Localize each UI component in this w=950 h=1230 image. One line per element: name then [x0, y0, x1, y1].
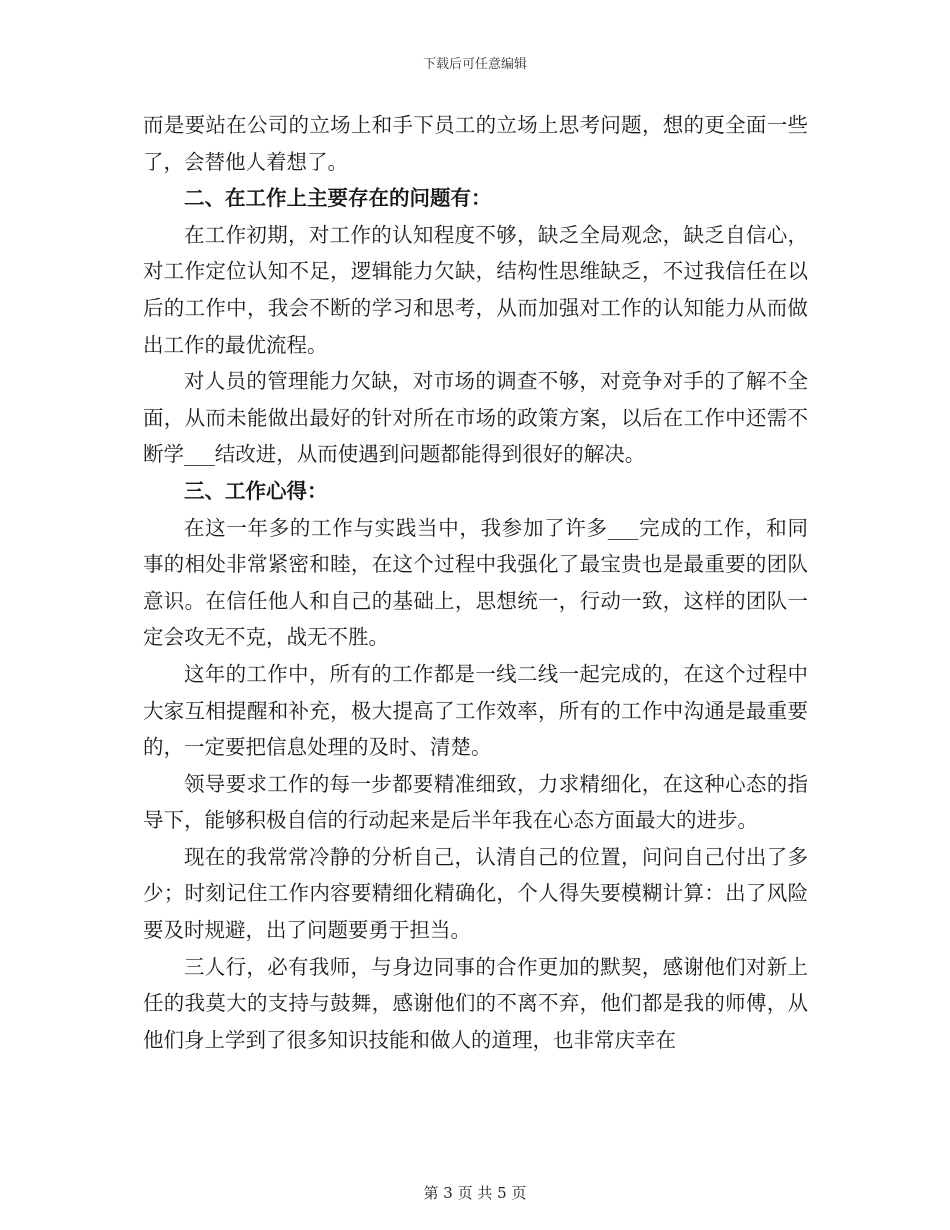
page-header: 下载后可任意编辑: [422, 57, 527, 72]
paragraph: 在这一年多的工作与实践当中，我参加了许多___完成的工作，和同事的相处非常紧密和睦，在这个过程中我强化了最宝贵也是最重要的团队意识。在信任他人和自己的基础上，思想统一，行动一致，这样的团队一定会攻无不克，战无不胜。: [143, 515, 808, 650]
document-body: [143, 107, 808, 1058]
paragraph: 在工作初期，对工作的认知程度不够，缺乏全局观念，缺乏自信心，对工作定位认知不足，逻辑能力欠缺，结构性思维缺乏，不过我信任在以后的工作中，我会不断的学习和思考，从而加强对工作的认知能力从而做出工作的最优流程。: [143, 222, 808, 357]
paragraph: 领导要求工作的每一步都要精准细致，力求精细化，在这种心态的指导下，能够积极自信的行动起来是后半年我在心态方面最大的进步。: [143, 771, 808, 833]
page-number: 第 3 页 共 5 页: [423, 1184, 527, 1202]
paragraph: 现在的我常常冷静的分析自己，认清自己的位置，问问自己付出了多少；时刻记住工作内容要精细化精确化，个人得失要模糊计算：出了风险要及时规避，出了问题要勇于担当。: [143, 844, 808, 943]
paragraph: 对人员的管理能力欠缺，对市场的调查不够，对竞争对手的了解不全面，从而未能做出最好的针对所在市场的政策方案，以后在工作中还需不断学___结改进，从而使遇到问题都能得到很好的解决。: [143, 369, 808, 467]
paragraph-continued: 而是要站在公司的立场上和手下员工的立场上思考问题，想的更全面一些了，会替他人着想了。: [143, 113, 808, 174]
section-heading-experience: 三、工作心得：: [184, 478, 328, 503]
paragraph: 三人行，必有我师，与身边同事的合作更加的默契，感谢他们对新上任的我莫大的支持与鼓舞，感谢他们的不离不弃，他们都是我的师傅，从他们身上学到了很多知识技能和做人的道理，也非常庆幸在: [143, 954, 808, 1052]
paragraph: 这年的工作中，所有的工作都是一线二线一起完成的，在这个过程中大家互相提醒和补充，极大提高了工作效率，所有的工作中沟通是最重要的，一定要把信息处理的及时、清楚。: [143, 661, 808, 760]
section-heading-problems: 二、在工作上主要存在的问题有：: [184, 186, 492, 211]
